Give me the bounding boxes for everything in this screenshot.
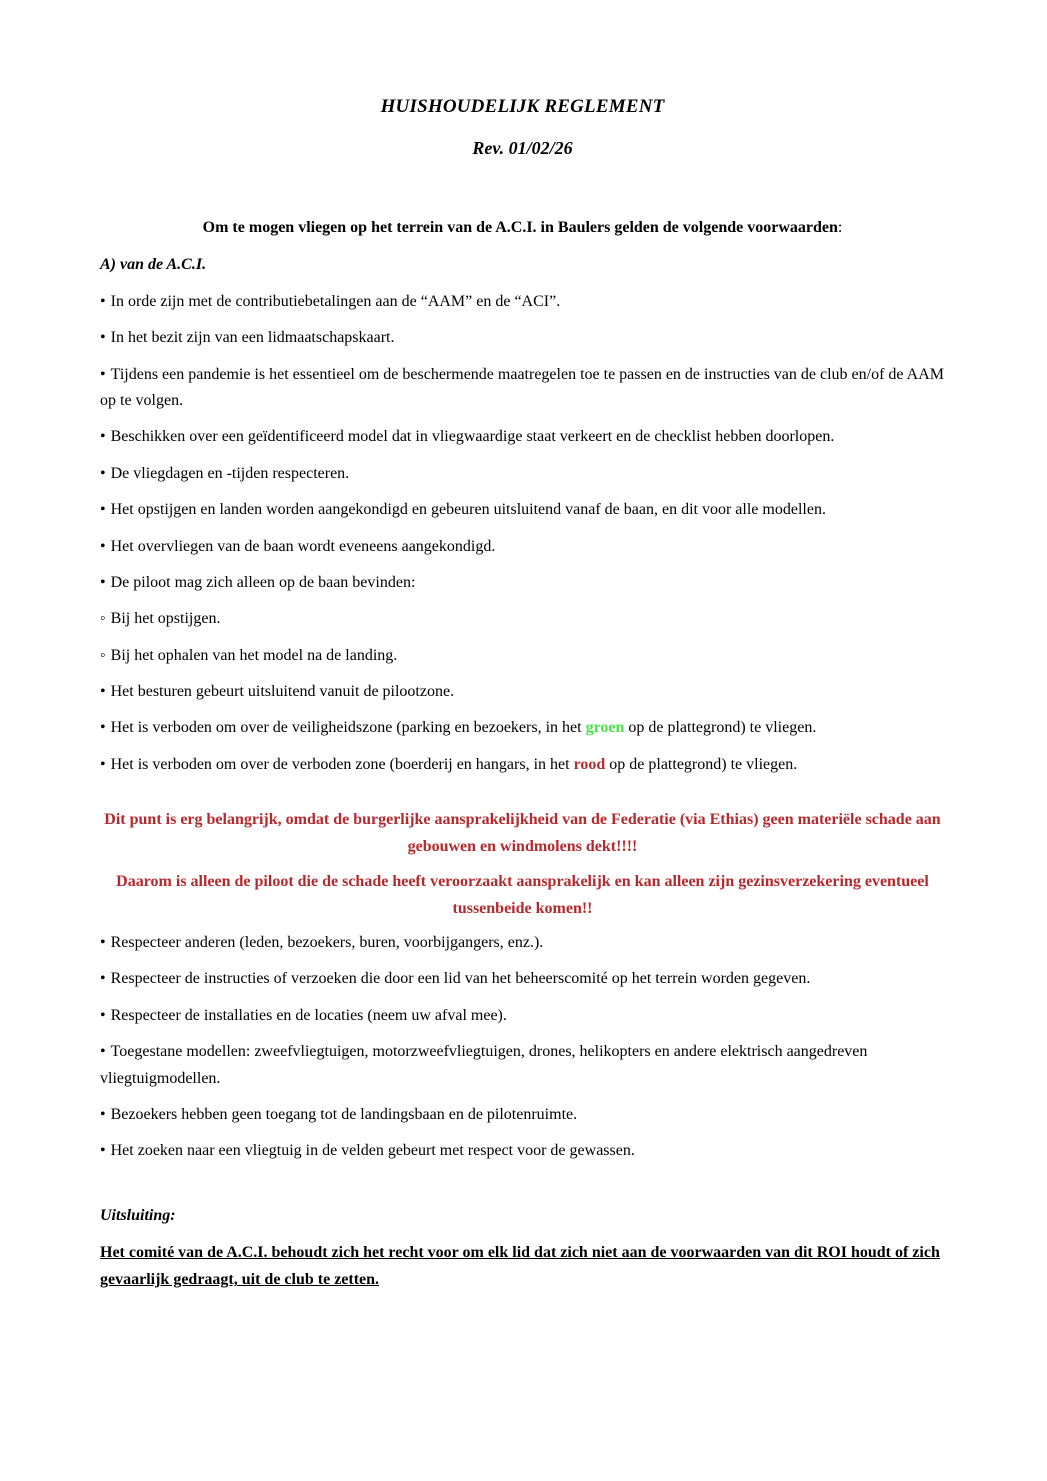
rule-text: Het opstijgen en landen worden aangekondigd en gebeuren uitsluitend vanaf de baan, en dit voor alle modellen.	[110, 501, 826, 519]
exclusion-heading: Uitsluiting:	[100, 1206, 176, 1224]
important-paragraph-2: Daarom is alleen de piloot die de schade heeft veroorzaakt aansprakelijk en kan alleen zijn gezinsverzekering eventueel tussenbeide komen!!	[116, 872, 929, 917]
conduct-text: Respecteer de installaties en de locaties (neem uw afval mee).	[110, 1006, 507, 1024]
intro-line	[100, 215, 945, 241]
rule-text-post: op de plattegrond) te vliegen.	[605, 755, 798, 773]
rule-item-8	[100, 570, 945, 596]
bullet-marker: •	[100, 501, 106, 519]
conduct-text: Toegestane modellen: zweefvliegtuigen, motorzweefvliegtuigen, drones, helikopters en andere elektrisch aangedreven vliegtuigmodellen.	[100, 1043, 868, 1087]
rule-item-12	[100, 715, 945, 741]
document-revision: Rev. 01/02/26	[472, 138, 573, 158]
bullet-marker: •	[100, 970, 106, 988]
document-title: HUISHOUDELIJK REGLEMENT	[380, 96, 665, 117]
bullet-marker: •	[100, 1043, 106, 1061]
rule-item-11	[100, 679, 945, 705]
conduct-text: Bezoekers hebben geen toegang tot de landingsbaan en de pilotenruimte.	[110, 1105, 578, 1123]
rule-text: In orde zijn met de contributiebetalingen aan de “AAM” en de “ACI”.	[110, 292, 561, 310]
bullet-marker: •	[100, 537, 106, 555]
section-a-heading: A) van de A.C.I.	[100, 256, 207, 274]
exclusion-statement: Het comité van de A.C.I. behoudt zich het recht voor om elk lid dat zich niet aan de voorwaarden van dit ROI houdt of zich gevaarlijk gedraagt, uit de club te zetten.	[100, 1244, 940, 1289]
rule-subitem-2	[100, 643, 945, 669]
intro-colon: :	[837, 219, 843, 236]
conduct-item-1	[100, 930, 945, 956]
bullet-marker: •	[100, 1142, 106, 1160]
conduct-item-6	[100, 1138, 945, 1164]
conduct-text: Het zoeken naar een vliegtuig in de velden gebeurt met respect voor de gewassen.	[110, 1142, 635, 1160]
rule-text: Bij het opstijgen.	[110, 610, 221, 628]
rule-text: Beschikken over een geïdentificeerd model dat in vliegwaardige staat verkeert en de checklist hebben doorlopen.	[110, 428, 835, 446]
intro-bold-text: Om te mogen vliegen op het terrein van de A.C.I. in Baulers gelden de volgende voorwaarden	[202, 219, 838, 236]
rule-text: Bij het ophalen van het model na de landing.	[110, 646, 398, 664]
bullet-marker: •	[100, 464, 106, 482]
rule-text: De vliegdagen en -tijden respecteren.	[110, 464, 350, 482]
bullet-marker: •	[100, 1105, 106, 1123]
bullet-marker: •	[100, 365, 106, 383]
rule-text: Het besturen gebeurt uitsluitend vanuit de pilootzone.	[110, 683, 455, 701]
bullet-marker: •	[100, 683, 106, 701]
rule-item-5	[100, 461, 945, 487]
conduct-item-2	[100, 966, 945, 992]
rule-text-pre: Het is verboden om over de verboden zone (boerderij en hangars, in het	[110, 755, 574, 773]
rule-item-1	[100, 289, 945, 315]
bullet-marker: •	[100, 755, 106, 773]
rule-item-4	[100, 424, 945, 450]
sub-bullet-marker: ◦	[100, 646, 106, 664]
rule-item-7	[100, 534, 945, 560]
red-zone-highlight: rood	[573, 755, 606, 773]
bullet-marker: •	[100, 573, 106, 591]
bullet-marker: •	[100, 719, 106, 737]
conduct-item-4	[100, 1039, 945, 1092]
conduct-item-5	[100, 1102, 945, 1128]
rule-item-13	[100, 752, 945, 778]
rule-text-post: op de plattegrond) te vliegen.	[624, 719, 817, 737]
rule-text: Tijdens een pandemie is het essentieel om de beschermende maatregelen toe te passen en de instructies van de club en/of de AAM op te volgen.	[100, 365, 944, 409]
bullet-marker: •	[100, 292, 106, 310]
rule-text-pre: Het is verboden om over de veiligheidszone (parking en bezoekers, in het	[110, 719, 586, 737]
rule-item-2	[100, 325, 945, 351]
conduct-item-3	[100, 1003, 945, 1029]
conduct-text: Respecteer anderen (leden, bezoekers, buren, voorbijgangers, enz.).	[110, 934, 544, 951]
rule-text: Het overvliegen van de baan wordt eveneens aangekondigd.	[110, 537, 496, 555]
bullet-marker: •	[100, 428, 106, 446]
bullet-marker: •	[100, 329, 106, 347]
conduct-text: Respecteer de instructies of verzoeken die door een lid van het beheerscomité op het terrein worden gegeven.	[110, 970, 811, 988]
important-notice	[100, 806, 945, 922]
bullet-marker: •	[100, 934, 106, 951]
sub-bullet-marker: ◦	[100, 610, 106, 628]
rule-text: De piloot mag zich alleen op de baan bevinden:	[110, 573, 416, 591]
important-paragraph-1: Dit punt is erg belangrijk, omdat de burgerlijke aansprakelijkheid van de Federatie (via Ethias) geen materiële schade aan gebouwen en windmolens dekt!!!!	[104, 811, 941, 856]
bullet-marker: •	[100, 1006, 106, 1024]
rule-text: In het bezit zijn van een lidmaatschapskaart.	[110, 329, 395, 347]
rule-subitem-1	[100, 606, 945, 632]
green-zone-highlight: groen	[585, 719, 625, 737]
rule-item-3	[100, 362, 945, 415]
rule-item-6	[100, 497, 945, 523]
